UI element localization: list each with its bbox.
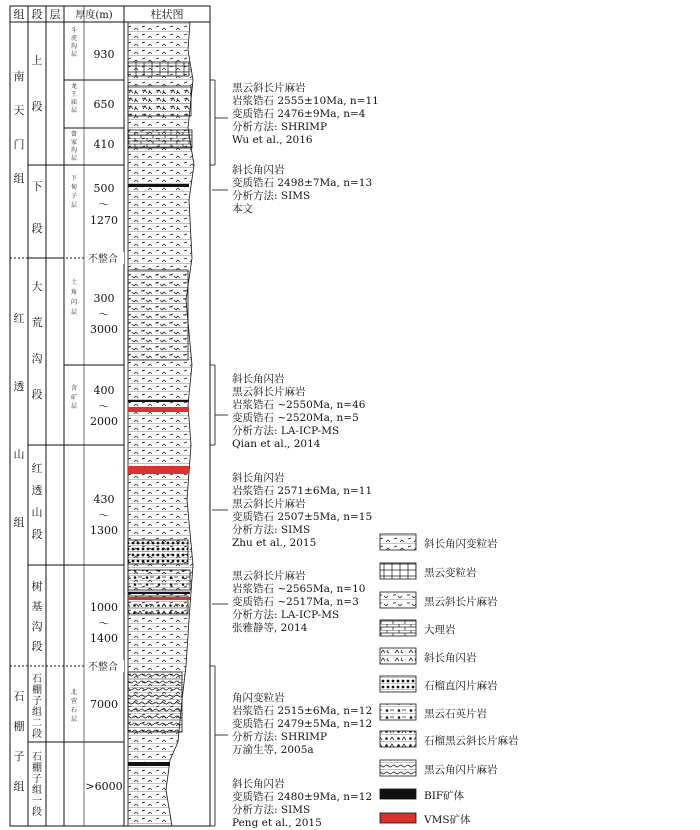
annotation-brackets bbox=[210, 80, 228, 826]
column-brick-band bbox=[128, 130, 192, 148]
table-header bbox=[14, 7, 184, 21]
annotation-7-line-1: 斜长角闪岩 bbox=[232, 778, 285, 790]
annotation-1 bbox=[232, 82, 379, 147]
segment-dahuanggou: 大荒沟段 bbox=[31, 280, 43, 401]
thickness-430-tilde: ～ bbox=[98, 509, 110, 522]
annotation-4-line-1: 斜长角闪岩 bbox=[232, 472, 285, 484]
annotation-1-line-4: 分析方法: SHRIMP bbox=[232, 121, 328, 133]
legend-label-wave: 黑云角闪片麻岩 bbox=[424, 764, 498, 776]
layer-hankuang: 含矿层 bbox=[70, 385, 78, 410]
annotation-3-line-6: Qian et al., 2014 bbox=[232, 438, 321, 450]
segment-names bbox=[32, 53, 43, 818]
layer-xiayoushu: 下甸子层 bbox=[70, 175, 78, 209]
thickness-1270: 1270 bbox=[90, 214, 118, 227]
legend-swatch-grid bbox=[380, 563, 416, 579]
annotation-3-line-2: 黑云斜长片麻岩 bbox=[232, 386, 306, 398]
thickness-500-tilde: ～ bbox=[98, 198, 110, 211]
segment-shujigou: 树基沟段 bbox=[31, 580, 43, 653]
legend-swatch-vms bbox=[380, 813, 416, 823]
annotation-5 bbox=[232, 570, 365, 635]
thickness-values bbox=[85, 48, 122, 793]
layer-douhugou: 斗虎沟层 bbox=[70, 27, 78, 58]
legend-label-v-dash: 黑云斜长片麻岩 bbox=[424, 596, 498, 608]
annotation-3 bbox=[232, 373, 365, 451]
unconformity-lower: 不整合 bbox=[88, 662, 118, 673]
annotation-4-line-4: 变质锆石 2507±5Ma, n=15 bbox=[232, 511, 373, 523]
legend-label-grid: 黑云变粒岩 bbox=[424, 567, 477, 579]
group-shipengzi: 石棚子组 bbox=[13, 690, 25, 793]
thickness-410: 410 bbox=[93, 138, 115, 151]
vms-layer-1 bbox=[128, 407, 189, 412]
unconformity-upper: 不整合 bbox=[88, 254, 118, 265]
layer-beitaishi: 北营石层 bbox=[70, 689, 78, 723]
column-wave-band bbox=[128, 672, 182, 732]
vms-layer-2 bbox=[128, 466, 189, 474]
legend-swatch-wave bbox=[380, 760, 416, 776]
thickness-500: 500 bbox=[93, 182, 115, 195]
thickness-1400: 1400 bbox=[90, 632, 118, 645]
annotation-4-line-6: Zhu et al., 2015 bbox=[232, 537, 317, 549]
thickness-1000: 1000 bbox=[90, 601, 118, 614]
annotation-1-line-5: Wu et al., 2016 bbox=[232, 134, 313, 146]
segment-spz2: 石棚子组二段 bbox=[32, 674, 42, 740]
annotation-3-line-4: 变质锆石 ~2520Ma, n=5 bbox=[232, 412, 359, 424]
legend-swatch-brick bbox=[380, 620, 416, 636]
annotation-4-line-2: 岩浆锆石 2571±6Ma, n=11 bbox=[232, 485, 373, 497]
annotation-6-line-2: 岩浆锆石 2515±6Ma, n=12 bbox=[232, 705, 373, 717]
layer-caijiagou: 曾家沟层 bbox=[70, 131, 78, 162]
annotation-4 bbox=[232, 472, 372, 550]
column-vdash-band bbox=[128, 270, 188, 360]
group-names bbox=[14, 70, 25, 793]
layer-tujiaoshan: 土角闪层 bbox=[70, 279, 78, 316]
header-segment: 段 bbox=[31, 8, 43, 21]
legend-swatch-dots bbox=[380, 676, 416, 692]
annotation-6 bbox=[232, 692, 372, 757]
column-v-band bbox=[128, 86, 191, 116]
bif-layer-1 bbox=[128, 184, 189, 187]
legend-swatches bbox=[380, 534, 416, 823]
thickness-2000: 2000 bbox=[90, 415, 118, 428]
layer-longwangmiao: 龙王庙层 bbox=[70, 83, 78, 114]
legend-label-dots: 石榴直闪片麻岩 bbox=[424, 680, 498, 692]
annotation-2-line-1: 斜长角闪岩 bbox=[232, 164, 285, 176]
legend-label-brick: 大理岩 bbox=[424, 624, 456, 636]
annotation-7-line-2: 变质锆石 2480±9Ma, n=12 bbox=[232, 791, 373, 803]
annotation-2-line-4: 本文 bbox=[232, 203, 253, 215]
annotation-2-line-3: 分析方法: SIMS bbox=[232, 190, 311, 202]
legend-swatch-dots2 bbox=[380, 704, 416, 720]
segment-hongtoushan: 红透山段 bbox=[31, 462, 43, 541]
column-grid-band bbox=[128, 62, 189, 76]
bif-layer-4 bbox=[128, 762, 170, 766]
annotation-1-line-3: 变质锆石 2476±9Ma, n=4 bbox=[232, 108, 366, 120]
legend-swatch-slash-v bbox=[380, 534, 416, 550]
thickness-3000: 3000 bbox=[90, 323, 118, 336]
thickness-1000-tilde: ～ bbox=[98, 617, 110, 630]
annotation-2 bbox=[232, 164, 372, 216]
column-dots2-band bbox=[128, 570, 190, 590]
vms-layer-3 bbox=[128, 597, 190, 600]
annotation-6-line-5: 万渝生等, 2005a bbox=[232, 744, 314, 756]
annotation-1-line-1: 黑云斜长片麻岩 bbox=[232, 82, 306, 94]
thickness-400-tilde: ～ bbox=[98, 400, 110, 413]
annotation-5-line-3: 变质锆石 ~2517Ma, n=3 bbox=[232, 596, 359, 608]
group-nantianmen: 南天门组 bbox=[13, 70, 25, 185]
legend-swatch-v bbox=[380, 648, 416, 664]
legend-label-vms: VMS矿体 bbox=[424, 814, 471, 826]
annotation-3-line-1: 斜长角闪岩 bbox=[232, 373, 285, 385]
annotation-5-line-4: 分析方法: LA-ICP-MS bbox=[232, 609, 340, 621]
annotation-4-line-5: 分析方法: SIMS bbox=[232, 524, 311, 536]
legend-swatch-bif bbox=[380, 789, 416, 799]
header-layer: 层 bbox=[49, 8, 61, 21]
thickness-650: 650 bbox=[93, 98, 115, 111]
annotation-3-line-3: 岩浆锆石 ~2550Ma, n=46 bbox=[232, 399, 366, 411]
legend-label-dots2: 黑云石英片岩 bbox=[424, 708, 487, 720]
thickness-6000: >6000 bbox=[85, 780, 123, 793]
thickness-1300: 1300 bbox=[90, 524, 118, 537]
annotation-7-line-4: Peng et al., 2015 bbox=[232, 817, 322, 829]
annotation-2-line-2: 变质锆石 2498±7Ma, n=13 bbox=[232, 177, 373, 189]
annotation-3-line-5: 分析方法: LA-ICP-MS bbox=[232, 425, 340, 437]
annotation-1-line-2: 岩浆锆石 2555±10Ma, n=11 bbox=[232, 95, 379, 107]
annotation-5-line-2: 岩浆锆石 ~2565Ma, n=10 bbox=[232, 583, 366, 595]
thickness-300: 300 bbox=[93, 292, 115, 305]
legend-swatch-v-dash bbox=[380, 592, 416, 608]
bif-layer-3 bbox=[128, 592, 190, 594]
annotation-6-line-1: 角闪变粒岩 bbox=[232, 692, 285, 704]
legend-label-dots3: 石榴黑云斜长片麻岩 bbox=[424, 735, 519, 747]
thickness-430: 430 bbox=[93, 493, 115, 506]
layer-names bbox=[71, 26, 77, 723]
segment-upper: 上段 bbox=[31, 54, 43, 113]
group-hongtou: 红透山组 bbox=[13, 312, 25, 529]
annotation-5-line-1: 黑云斜长片麻岩 bbox=[232, 570, 306, 582]
legend-label-v: 斜长角闪岩 bbox=[424, 652, 477, 664]
annotation-7 bbox=[232, 778, 372, 830]
thickness-7000: 7000 bbox=[90, 698, 118, 711]
annotation-4-line-3: 黑云斜长片麻岩 bbox=[232, 498, 306, 510]
segment-spz1: 石棚子组一段 bbox=[32, 752, 42, 818]
annotation-5-line-5: 张雅静等, 2014 bbox=[232, 622, 308, 634]
lithology-column bbox=[128, 22, 194, 826]
header-column: 柱状图 bbox=[150, 8, 184, 21]
thickness-400: 400 bbox=[93, 384, 115, 397]
annotation-6-line-3: 变质锆石 2479±5Ma, n=12 bbox=[232, 718, 373, 730]
legend-label-slash-v: 斜长角闪变粒岩 bbox=[424, 538, 498, 550]
header-thickness: 厚度(m) bbox=[75, 10, 113, 21]
annotation-6-line-4: 分析方法: SHRIMP bbox=[232, 731, 328, 743]
thickness-930: 930 bbox=[93, 48, 115, 61]
thickness-300-tilde: ～ bbox=[98, 308, 110, 321]
legend-label-bif: BIF矿体 bbox=[424, 790, 465, 802]
header-group: 组 bbox=[13, 8, 25, 21]
column-dots-band bbox=[128, 540, 188, 564]
segment-lower: 下段 bbox=[31, 180, 43, 235]
annotation-7-line-3: 分析方法: SIMS bbox=[232, 804, 311, 816]
bif-layer-2 bbox=[128, 400, 189, 402]
legend-swatch-dots3 bbox=[380, 731, 416, 747]
